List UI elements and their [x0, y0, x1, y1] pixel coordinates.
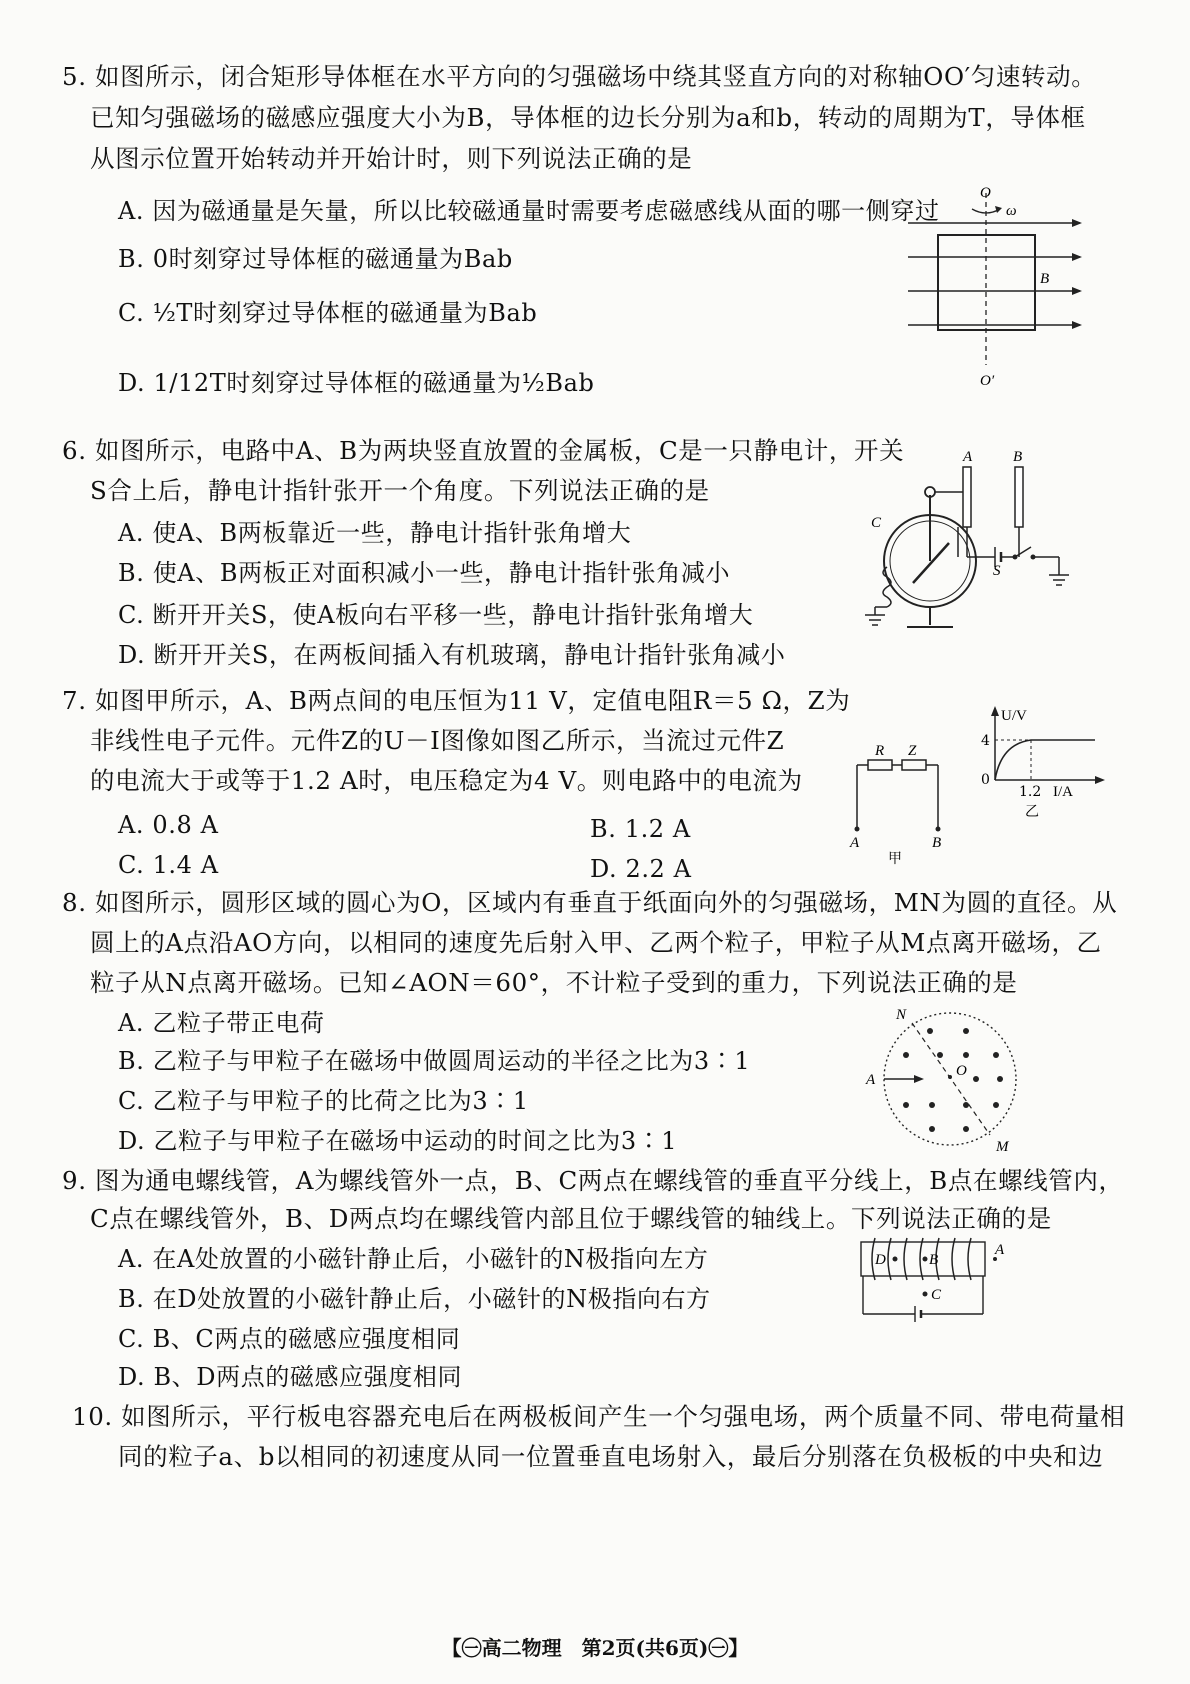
q7-graph-x-tick: 1.2	[1019, 784, 1042, 800]
q8-option-d: D. 乙粒子与甲粒子在磁场中运动的时间之比为3∶1	[118, 1127, 678, 1155]
q6-stem-line-2: S合上后，静电计指针张开一个角度。下列说法正确的是	[90, 476, 710, 505]
q7-option-b: B. 1.2 A	[590, 815, 691, 843]
q6-meter-label: C	[871, 515, 882, 531]
q7-figure-jia-circuit	[850, 745, 960, 865]
q7-graph-origin: 0	[981, 772, 990, 788]
q8-figure-magnetic-circle	[860, 1005, 1030, 1165]
q7-z-label: Z	[908, 743, 917, 759]
q6-switch-label: S	[993, 563, 1001, 579]
q5-option-b: B. 0时刻穿过导体框的磁通量为Bab	[118, 245, 513, 273]
q8-a-label: A	[866, 1072, 876, 1088]
q7-r-label: R	[875, 743, 885, 759]
q7-b-label: B	[932, 835, 942, 851]
q10-stem-line-1: 10. 如图所示，平行板电容器充电后在两极板间产生一个匀强电场，两个质量不同、带电荷量相	[72, 1402, 1126, 1431]
q9-option-b: B. 在D处放置的小磁针静止后，小磁针的N极指向右方	[118, 1285, 711, 1313]
page-footer: 【㊀高二物理 第2页(共6页)㊀】	[441, 1636, 749, 1660]
q9-option-a: A. 在A处放置的小磁针静止后，小磁针的N极指向左方	[118, 1245, 709, 1273]
q8-option-b: B. 乙粒子与甲粒子在磁场中做圆周运动的半径之比为3∶1	[118, 1047, 751, 1075]
q6-option-a: A. 使A、B两板靠近一些，静电计指针张角增大	[118, 519, 632, 547]
q5-option-c: C. ½T时刻穿过导体框的磁通量为Bab	[118, 299, 538, 327]
q6-option-b: B. 使A、B两板正对面积减小一些，静电计指针张角减小	[118, 559, 731, 587]
q7-figure-yi-graph	[975, 700, 1115, 830]
q5-stem-line-3: 从图示位置开始转动并开始计时，则下列说法正确的是	[90, 144, 693, 173]
q6-plate-b-label: B	[1013, 449, 1023, 465]
q7-yi-label: 乙	[1025, 804, 1039, 820]
q6-option-c: C. 断开开关S，使A板向右平移一些，静电计指针张角增大	[118, 601, 754, 629]
q7-stem-line-3: 的电流大于或等于1.2 A时，电压稳定为4 V。则电路中的电流为	[90, 766, 803, 795]
q7-option-c: C. 1.4 A	[118, 851, 219, 879]
q9-d-label: D	[875, 1252, 886, 1268]
q7-graph-ylabel: U/V	[1001, 708, 1027, 724]
q5-omega-label: ω	[1006, 203, 1017, 219]
q7-a-label: A	[850, 835, 860, 851]
q8-stem-line-2: 圆上的A点沿AO方向，以相同的速度先后射入甲、乙两个粒子，甲粒子从M点离开磁场，乙	[90, 928, 1102, 957]
q5-axis-bottom-label: O′	[980, 373, 995, 389]
q9-option-d: D. B、D两点的磁感应强度相同	[118, 1363, 463, 1391]
q8-option-a: A. 乙粒子带正电荷	[118, 1009, 325, 1037]
q5-axis-top-label: O	[980, 185, 991, 201]
q5-option-a: A. 因为磁通量是矢量，所以比较磁通量时需要考虑磁感线从面的哪一侧穿过	[118, 197, 940, 225]
q9-option-c: C. B、C两点的磁感应强度相同	[118, 1325, 461, 1353]
q9-figure-solenoid	[855, 1232, 1015, 1342]
q6-stem-line-1: 6. 如图所示，电路中A、B为两块竖直放置的金属板，C是一只静电计，开关	[62, 436, 905, 465]
q8-n-label: N	[896, 1007, 907, 1023]
q7-jia-label: 甲	[888, 851, 902, 867]
q5-stem-line-1: 5. 如图所示，闭合矩形导体框在水平方向的匀强磁场中绕其竖直方向的对称轴OO′匀速转动。	[62, 62, 1097, 91]
q8-option-c: C. 乙粒子与甲粒子的比荷之比为3∶1	[118, 1087, 529, 1115]
q7-stem-line-2: 非线性电子元件。元件Z的U－I图像如图乙所示，当流过元件Z	[90, 726, 785, 755]
q7-graph-y-tick: 4	[981, 733, 990, 749]
q7-option-d: D. 2.2 A	[590, 855, 692, 883]
q9-a-label: A	[995, 1242, 1005, 1258]
q6-figure-electrometer-circuit	[855, 449, 1085, 665]
q5-option-d: D. 1/12T时刻穿过导体框的磁通量为½Bab	[118, 369, 595, 397]
q6-plate-a-label: A	[963, 449, 973, 465]
q8-stem-line-3: 粒子从N点离开磁场。已知∠AON＝60°，不计粒子受到的重力，下列说法正确的是	[90, 968, 1018, 997]
q9-c-label: C	[931, 1287, 942, 1303]
q9-stem-line-1: 9. 图为通电螺线管，A为螺线管外一点，B、C两点在螺线管的垂直平分线上，B点在螺线管内，	[62, 1166, 1124, 1195]
q9-stem-line-2: C点在螺线管外，B、D两点均在螺线管内部且位于螺线管的轴线上。下列说法正确的是	[90, 1204, 1052, 1233]
q6-option-d: D. 断开开关S，在两板间插入有机玻璃，静电计指针张角减小	[118, 641, 786, 669]
q8-o-label: O	[956, 1063, 967, 1079]
q8-stem-line-1: 8. 如图所示，圆形区域的圆心为O，区域内有垂直于纸面向外的匀强磁场，MN为圆的直径。从	[62, 888, 1118, 917]
q7-graph-xlabel: I/A	[1053, 784, 1073, 800]
q7-stem-line-1: 7. 如图甲所示，A、B两点间的电压恒为11 V，定值电阻R＝5 Ω，Z为	[62, 686, 851, 715]
q5-stem-line-2: 已知匀强磁场的磁感应强度大小为B，导体框的边长分别为a和b，转动的周期为T，导体框	[90, 103, 1086, 132]
q8-m-label: M	[996, 1139, 1009, 1155]
q7-option-a: A. 0.8 A	[118, 811, 219, 839]
q9-b-label: B	[929, 1252, 939, 1268]
q10-stem-line-2: 同的粒子a、b以相同的初速度从同一位置垂直电场射入，最后分别落在负极板的中央和边	[118, 1442, 1104, 1471]
q5-figure-rotating-frame	[900, 175, 1120, 389]
q5-field-label: B	[1040, 271, 1050, 287]
